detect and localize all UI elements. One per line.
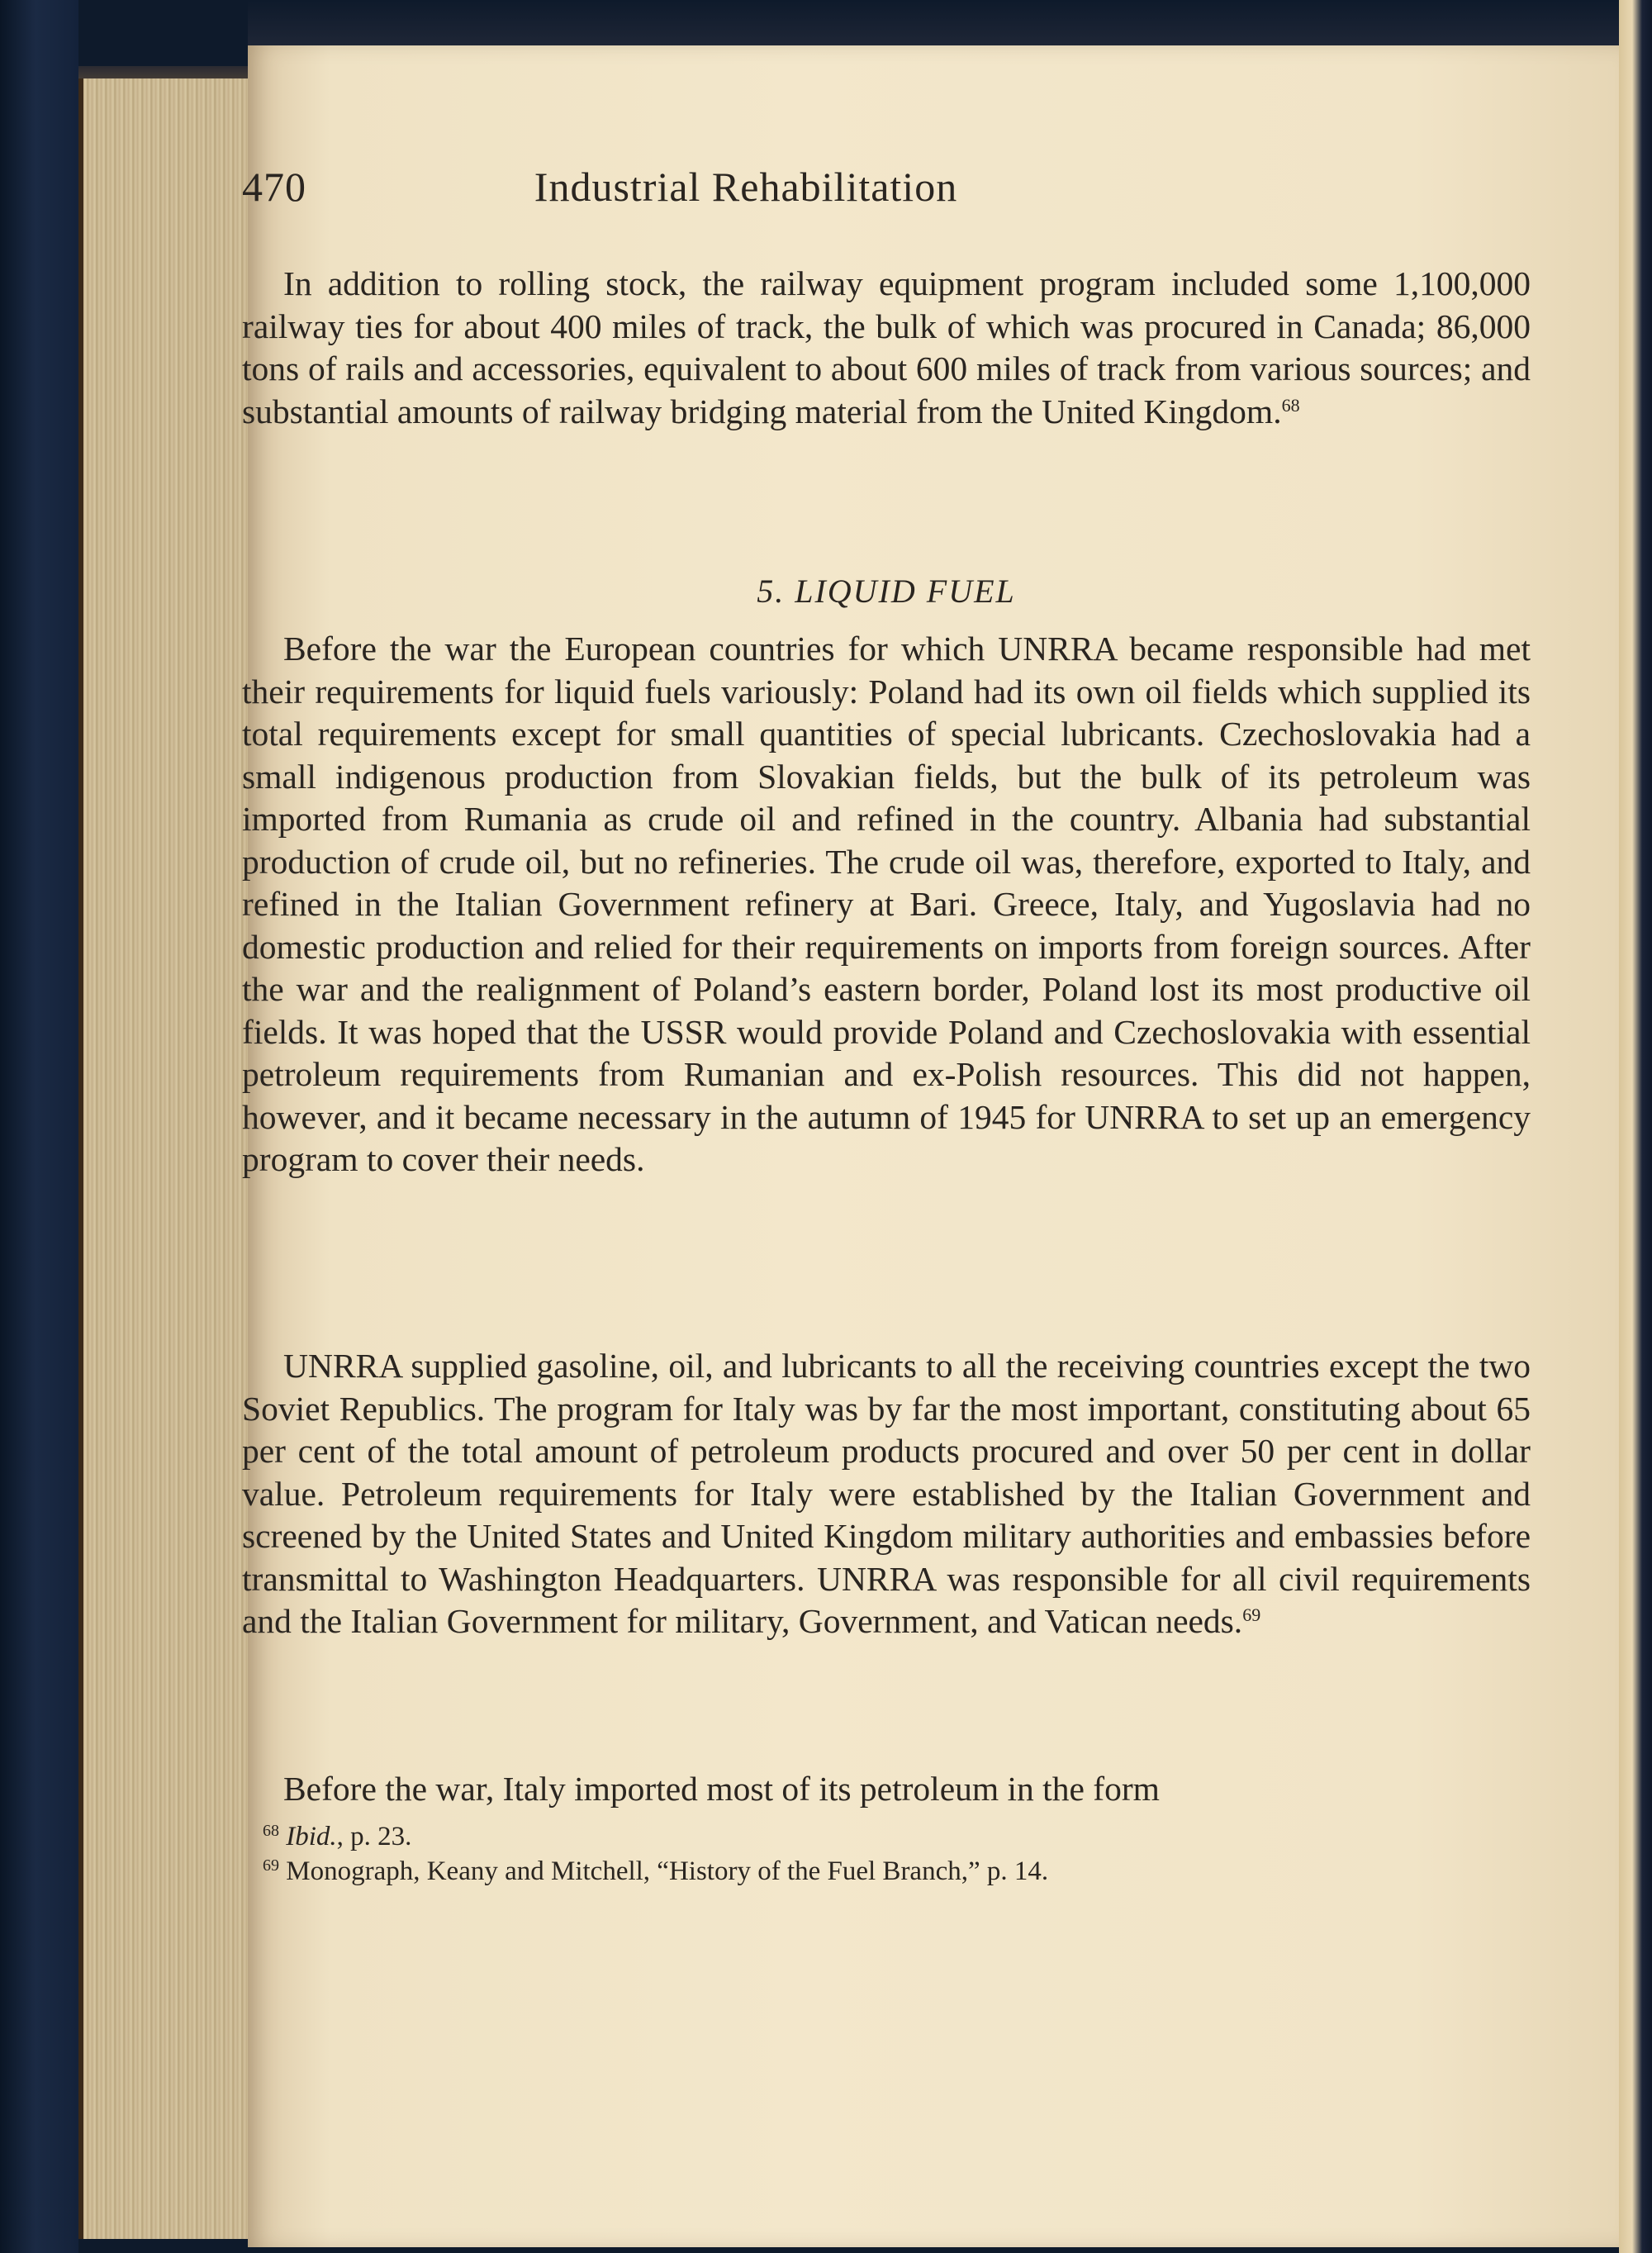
paragraph-unrra-supply <box>242 1345 1531 1643</box>
paragraph-prewar-fuel <box>242 628 1531 1181</box>
footnote-text: Monograph, Keany and Mitchell, “History of the Fuel Branch,” p. 14. <box>286 1856 1049 1886</box>
footnote-ref-68: 68 <box>1281 394 1300 416</box>
section-heading: 5. LIQUID FUEL <box>757 573 1016 610</box>
paragraph-text: Before the war the European countries for which UNRRA became responsible had met their requirements for liquid fuels variously: Poland had its own oil fields which supplied its total requirements except for small quantities of special lubricants. Czechoslovakia had a small indigenous production from Slovakian fields, but the bulk of its petroleum was imported from Rumania as crude oil and refined in the country. Albania had substantial production of crude oil, but no refineries. The crude oil was, therefore, exported to Italy, and refined in the Italian Government refinery at Bari. Greece, Italy, and Yugoslavia had no domestic production and relied for their requirements on imports from foreign sources. After the war and the realignment of Poland’s eastern border, Poland lost its most productive oil fields. It was hoped that the USSR would provide Poland and Czechoslovakia with essential petroleum requirements from Rumanian and ex-Polish resources. This did not happen, however, and it became necessary in the autumn of 1945 for UNRRA to set up an emergency program to cover their needs. <box>242 630 1531 1178</box>
paragraph-text: In addition to rolling stock, the railway equipment program included some 1,100,000 railway ties for about 400 miles of track, the bulk of which was procured in Canada; 86,000 tons of rails and accessories, equivalent to about 600 miles of track from various sources; and substantial amounts of railway bridging material from the United Kingdom. <box>242 264 1531 430</box>
footnotes <box>242 1819 1531 1889</box>
footnote-ref-69: 69 <box>1242 1604 1261 1625</box>
footnote-number: 69 <box>263 1856 279 1875</box>
paragraph-text: UNRRA supplied gasoline, oil, and lubricants to all the receiving countries except the two Soviet Republics. The program for Italy was by far the most important, constituting about 65 per cent of the total amount of petroleum products procured and over 50 per cent in dollar value. Petroleum requirements for Italy were established by the Italian Government and screened by the United States and United Kingdom military authorities and embassies before transmittal to Washington Headquarters. UNRRA was responsible for all civil requirements and the Italian Government for military, Government, and Vatican needs. <box>242 1347 1531 1640</box>
footnote-text: , p. 23. <box>336 1822 412 1851</box>
paragraph-text: Before the war, Italy imported most of its petroleum in the form <box>283 1770 1160 1808</box>
running-title: Industrial Rehabilitation <box>534 164 958 210</box>
page-header <box>242 163 1250 221</box>
page-number: 470 <box>242 164 306 210</box>
paragraph-railway-equipment <box>242 263 1531 433</box>
footnote-ibid: Ibid. <box>286 1822 337 1851</box>
footnote-69 <box>242 1854 1531 1889</box>
footnote-number: 68 <box>263 1822 279 1840</box>
footnote-68 <box>242 1819 1531 1854</box>
paragraph-italy-imports <box>242 1768 1531 1811</box>
